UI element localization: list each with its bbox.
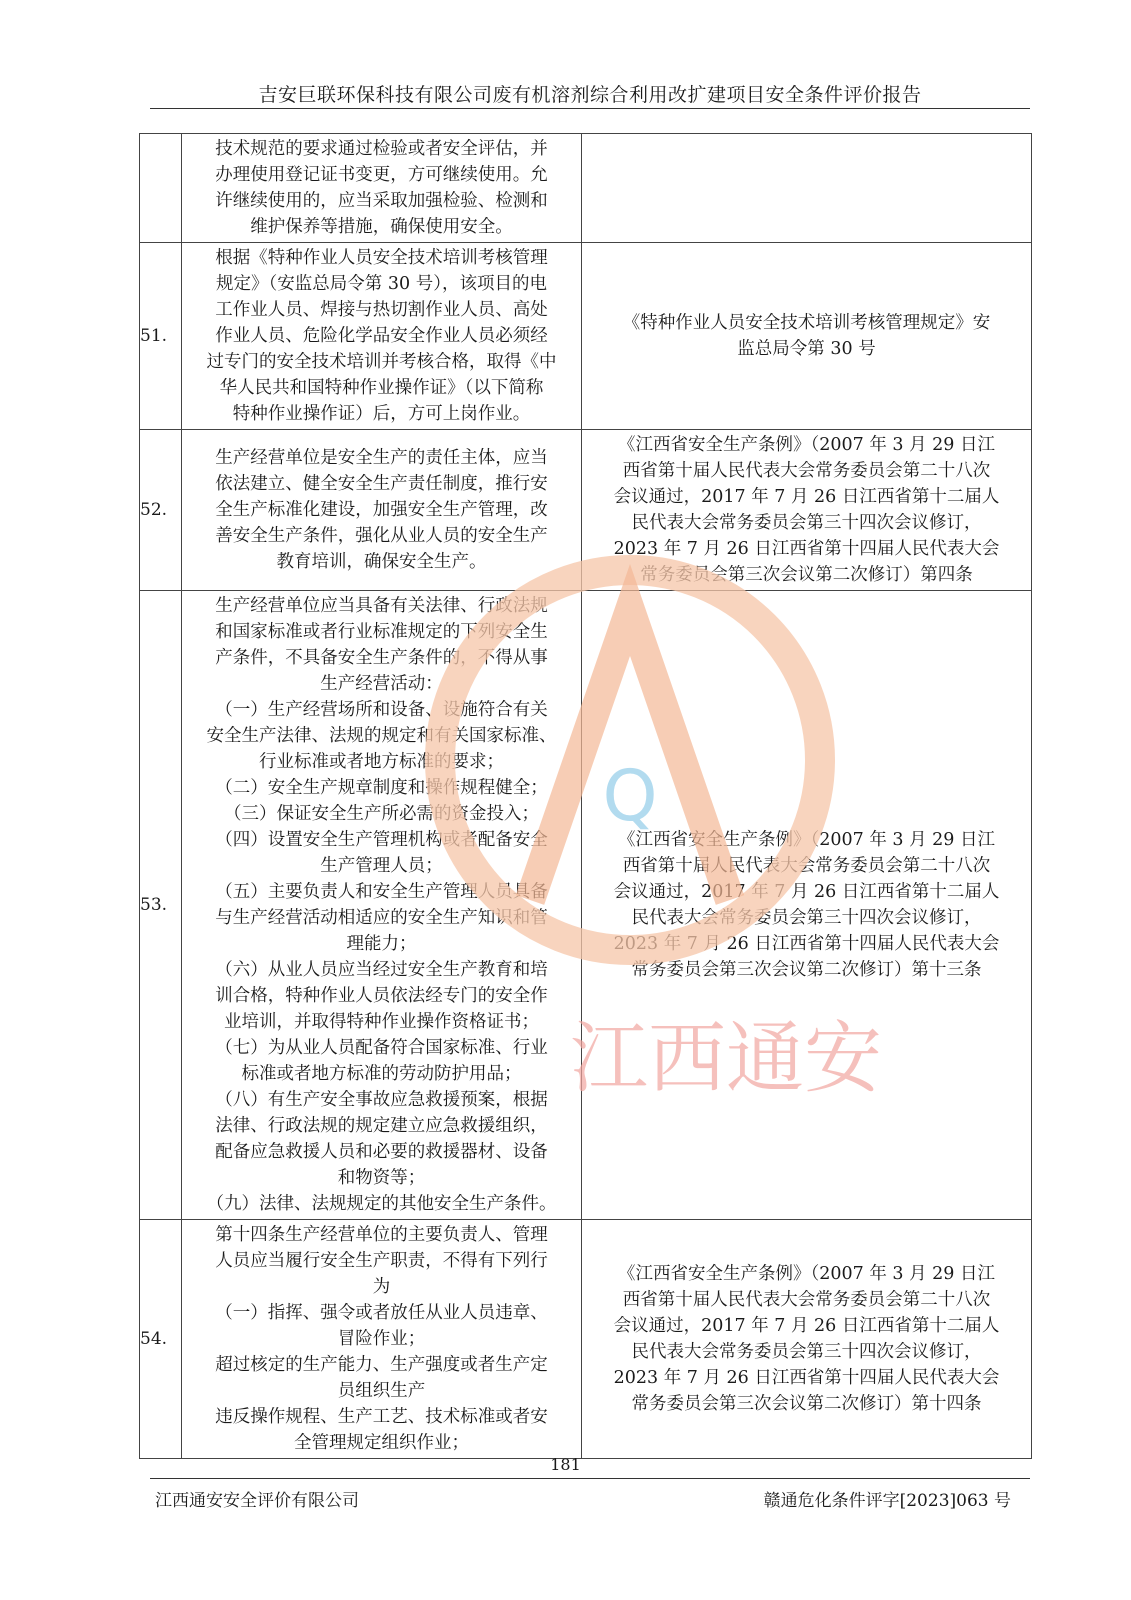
safety-conditions-table <box>139 133 1032 1459</box>
text-line: 西省第十届人民代表大会常务委员会第二十八次 <box>622 461 991 481</box>
text-line: 维护保养等措施，确保使用安全。 <box>250 217 513 237</box>
text-line: 训合格，特种作业人员依法经专门的安全作 <box>215 986 548 1006</box>
text-line: 依法建立、健全安全生产责任制度，推行安 <box>215 474 548 494</box>
text-line: 与生产经营活动相适应的安全生产知识和管 <box>215 908 548 928</box>
text-line: 民代表大会常务委员会第三十四次会议修订， <box>631 513 982 533</box>
text-line: 规定》（安监总局令第 30 号），该项目的电 <box>216 274 547 294</box>
text-line: 教育培训，确保安全生产。 <box>276 552 487 572</box>
table-row <box>140 134 1032 243</box>
text-line: （一）指挥、强令或者放任从业人员违章、 <box>215 1303 548 1323</box>
table-row <box>140 243 1032 430</box>
requirement-cell <box>182 1220 582 1459</box>
text-line: 会议通过，2017 年 7 月 26 日江西省第十二届人 <box>613 487 1000 507</box>
text-line: （六）从业人员应当经过安全生产教育和培 <box>215 960 548 980</box>
text-line: 技术规范的要求通过检验或者安全评估，并 <box>215 139 548 159</box>
basis-cell <box>582 1220 1032 1459</box>
text-line: （四）设置安全生产管理机构或者配备安全 <box>215 830 548 850</box>
text-line: 会议通过，2017 年 7 月 26 日江西省第十二届人 <box>613 882 1000 902</box>
text-line: 冒险作业； <box>337 1329 426 1349</box>
text-line: 标准或者地方标准的劳动防护用品； <box>241 1064 522 1084</box>
watermark-qt: Q <box>602 755 658 837</box>
requirement-cell <box>182 591 582 1220</box>
text-line: 产条件，不具备安全生产条件的，不得从事 <box>215 648 548 668</box>
text-line: （七）为从业人员配备符合国家标准、行业 <box>215 1038 548 1058</box>
basis-cell <box>582 243 1032 430</box>
row-number: 53. <box>140 591 182 1220</box>
text-line: 行业标准或者地方标准的要求； <box>259 752 504 772</box>
text-line: 和物资等； <box>337 1168 426 1188</box>
row-number: 54. <box>140 1220 182 1459</box>
text-line: （五）主要负责人和安全生产管理人员具备 <box>215 882 548 902</box>
row-number <box>140 134 182 243</box>
text-line: 配备应急救援人员和必要的救援器材、设备 <box>215 1142 548 1162</box>
text-line: 安全生产法律、法规的规定和有关国家标准、 <box>206 726 557 746</box>
text-line: 民代表大会常务委员会第三十四次会议修订， <box>631 1342 982 1362</box>
row-number: 52. <box>140 430 182 591</box>
text-line: 作业人员、危险化学品安全作业人员必须经 <box>215 326 548 346</box>
text-line: 生产经营活动： <box>320 674 443 694</box>
text-line: （三）保证安全生产所必需的资金投入； <box>224 804 539 824</box>
text-line: 违反操作规程、生产工艺、技术标准或者安 <box>215 1407 548 1427</box>
text-line: 工作业人员、焊接与热切割作业人员、高处 <box>215 300 548 320</box>
table-row <box>140 591 1032 1220</box>
text-line: 《江西省安全生产条例》（2007 年 3 月 29 日江 <box>617 1264 995 1284</box>
text-line: 全生产标准化建设，加强安全生产管理，改 <box>215 500 548 520</box>
text-line: 生产管理人员； <box>320 856 443 876</box>
text-line: 2023 年 7 月 26 日江西省第十四届人民代表大会 <box>613 539 1000 559</box>
text-line: 生产经营单位应当具备有关法律、行政法规 <box>215 596 548 616</box>
text-line: 2023 年 7 月 26 日江西省第十四届人民代表大会 <box>613 1368 1000 1388</box>
text-line: （一）生产经营场所和设备、设施符合有关 <box>215 700 548 720</box>
requirement-cell <box>182 134 582 243</box>
footer-company: 江西通安安全评价有限公司 <box>155 1491 359 1511</box>
header-rule <box>150 108 1030 109</box>
text-line: 特种作业操作证）后，方可上岗作业。 <box>232 404 531 424</box>
text-line: （八）有生产安全事故应急救援预案，根据 <box>215 1090 548 1110</box>
page-number: 181 <box>550 1455 581 1474</box>
text-line: 生产经营单位是安全生产的责任主体，应当 <box>215 448 548 468</box>
requirement-cell <box>182 430 582 591</box>
watermark-text: 江西通安 <box>570 1014 883 1104</box>
table-row <box>140 430 1032 591</box>
basis-cell <box>582 591 1032 1220</box>
basis-cell <box>582 134 1032 243</box>
text-line: 常务委员会第三次会议第二次修订）第十四条 <box>631 1394 982 1414</box>
text-line: 第十四条生产经营单位的主要负责人、管理 <box>215 1225 548 1245</box>
text-line: 人员应当履行安全生产职责，不得有下列行 <box>215 1251 548 1271</box>
text-line: 西省第十届人民代表大会常务委员会第二十八次 <box>622 856 991 876</box>
text-line: 为 <box>372 1277 391 1297</box>
text-line: 会议通过，2017 年 7 月 26 日江西省第十二届人 <box>613 1316 1000 1336</box>
text-line: 常务委员会第三次会议第二次修订）第十三条 <box>631 960 982 980</box>
text-line: 2023 年 7 月 26 日江西省第十四届人民代表大会 <box>613 934 1000 954</box>
text-line: 根据《特种作业人员安全技术培训考核管理 <box>215 248 548 268</box>
text-line: 监总局令第 30 号 <box>737 339 876 359</box>
text-line: 超过核定的生产能力、生产强度或者生产定 <box>215 1355 548 1375</box>
text-line: 华人民共和国特种作业操作证》（以下简称 <box>219 378 544 398</box>
text-line: 全管理规定组织作业； <box>294 1433 469 1453</box>
text-line: 民代表大会常务委员会第三十四次会议修订， <box>631 908 982 928</box>
text-line: 理能力； <box>346 934 417 954</box>
footer-document-number: 赣通危化条件评字[2023]063 号 <box>763 1491 1011 1511</box>
text-line: 办理使用登记证书变更，方可继续使用。允 <box>215 165 548 185</box>
text-line: 许继续使用的，应当采取加强检验、检测和 <box>215 191 548 211</box>
page-header-title: 吉安巨联环保科技有限公司废有机溶剂综合利用改扩建项目安全条件评价报告 <box>258 84 922 106</box>
text-line: 《江西省安全生产条例》（2007 年 3 月 29 日江 <box>617 435 995 455</box>
footer-rule <box>150 1478 1030 1479</box>
text-line: 《江西省安全生产条例》（2007 年 3 月 29 日江 <box>617 830 995 850</box>
text-line: （二）安全生产规章制度和操作规程健全； <box>215 778 548 798</box>
text-line: 善安全生产条件，强化从业人员的安全生产 <box>215 526 548 546</box>
table-row <box>140 1220 1032 1459</box>
text-line: 法律、行政法规的规定建立应急救援组织， <box>215 1116 548 1136</box>
basis-cell <box>582 430 1032 591</box>
text-line: （九）法律、法规规定的其他安全生产条件。 <box>206 1194 557 1214</box>
requirement-cell <box>182 243 582 430</box>
text-line: 员组织生产 <box>337 1381 426 1401</box>
text-line: 过专门的安全技术培训并考核合格，取得《中 <box>206 352 557 372</box>
text-line: 西省第十届人民代表大会常务委员会第二十八次 <box>622 1290 991 1310</box>
text-line: 《特种作业人员安全技术培训考核管理规定》安 <box>622 313 991 333</box>
row-number: 51. <box>140 243 182 430</box>
text-line: 业培训，并取得特种作业操作资格证书； <box>224 1012 539 1032</box>
text-line: 常务委员会第三次会议第二次修订）第四条 <box>640 565 973 585</box>
text-line: 和国家标准或者行业标准规定的下列安全生 <box>215 622 548 642</box>
